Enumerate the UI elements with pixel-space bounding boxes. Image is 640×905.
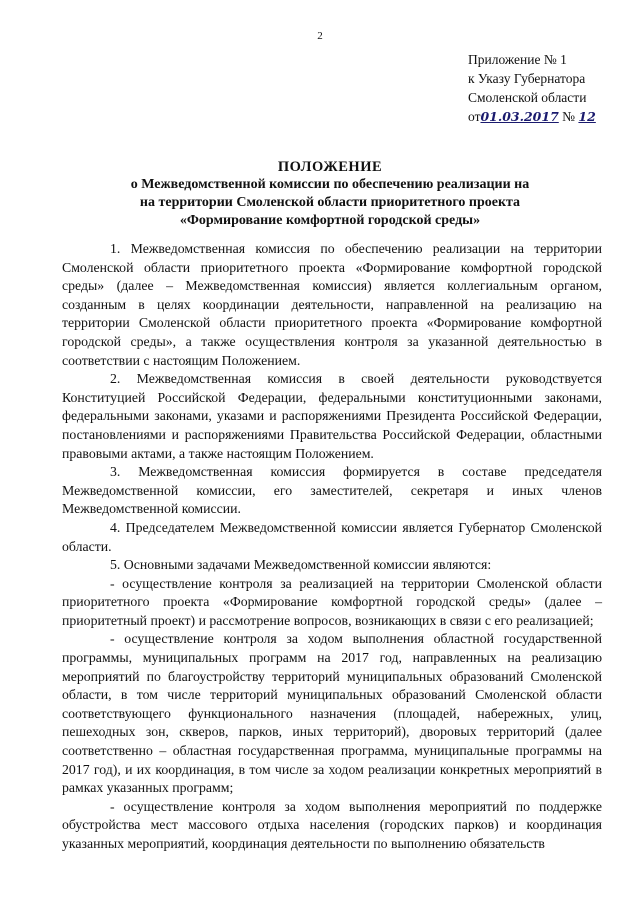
title-line-2: на территории Смоленской области приоритетного проекта <box>139 195 521 210</box>
appendix-line-3: Смоленской области <box>468 90 587 105</box>
appendix-line-2: к Указу Губернатора <box>468 71 586 86</box>
paragraph-4: 4. Председателем Межведомственной комиссии является Губернатор Смоленской области. <box>62 519 602 554</box>
page-number: 2 <box>317 30 323 42</box>
handwritten-number: 12 <box>578 109 596 124</box>
paragraph-task-2: - осуществление контроля за ходом выполнения областной государственной программы, муниципальных программ на 2017 год, направленных на реализацию мероприятий по благоустройству территорий муниципальных образований Смоленской области, в том числе территорий муниципальных образований Смоленской области соответствующего функционального назначения (площадей, набережных, улиц, пешеходных зон, скверов, парков, иных территорий), дворовых территорий (далее соответственно – областная государственная программа, муниципальные программы на 2017 год), и их координация, в том числе за ходом реализации конкретных мероприятий в рамках указанных программ; <box>62 631 602 796</box>
paragraph-2: 2. Межведомственная комиссия в своей деятельности руководствуется Конституцией Российской Федерации, федеральными конституционными законами, федеральными законами, указами и распоряжениями Президента Российской Федерации, постановлениями и распоряжениями Правительства Российской Федерации, областными правовыми актами, а также настоящим Положением. <box>62 371 602 461</box>
title-line-3: «Формирование комфортной городской среды» <box>179 213 481 228</box>
appendix-block <box>468 50 596 126</box>
appendix-date-line <box>468 107 596 126</box>
paragraph-task-1: - осуществление контроля за реализацией на территории Смоленской области приоритетного проекта «Формирование комфортной городской среды» (далее – приоритетный проект) и рассмотрение вопросов, возникающих в связи с его реализацией; <box>62 575 602 628</box>
title-heading: ПОЛОЖЕНИЕ <box>277 159 383 175</box>
paragraph-1: 1. Межведомственная комиссия по обеспечению реализации на территории Смоленской области приоритетного проекта «Формирование комфортной городской среды» (далее – Межведомственная комиссия) является коллегиальным органом, созданным в целях координации деятельности, направленной на реализацию на территории Смоленской области приоритетного проекта «Формирование комфортной городской среды», а также осуществления контроля за указанной деятельностью в соответствии с настоящим Положением. <box>62 241 602 368</box>
document-title <box>60 158 600 230</box>
paragraph-5: 5. Основными задачами Межведомственной комиссии являются: <box>110 557 492 573</box>
date-prefix: от <box>468 109 481 124</box>
appendix-line-1: Приложение № 1 <box>468 52 567 67</box>
title-line-1: о Межведомственной комиссии по обеспечению реализации на <box>130 177 530 192</box>
paragraph-task-3: - осуществление контроля за ходом выполнения мероприятий по поддержке обустройства мест массового отдыха населения (городских парков) и координация указанных мероприятий, координация деятельности по выполнению обязательств <box>62 798 602 851</box>
document-body <box>62 240 602 854</box>
handwritten-date: 01.03.2017 <box>480 109 559 124</box>
paragraph-3: 3. Межведомственная комиссия формируется в составе председателя Межведомственной комиссии, его заместителей, секретаря и иных членов Межведомственной комиссии. <box>62 464 602 517</box>
number-prefix: № <box>562 109 576 124</box>
